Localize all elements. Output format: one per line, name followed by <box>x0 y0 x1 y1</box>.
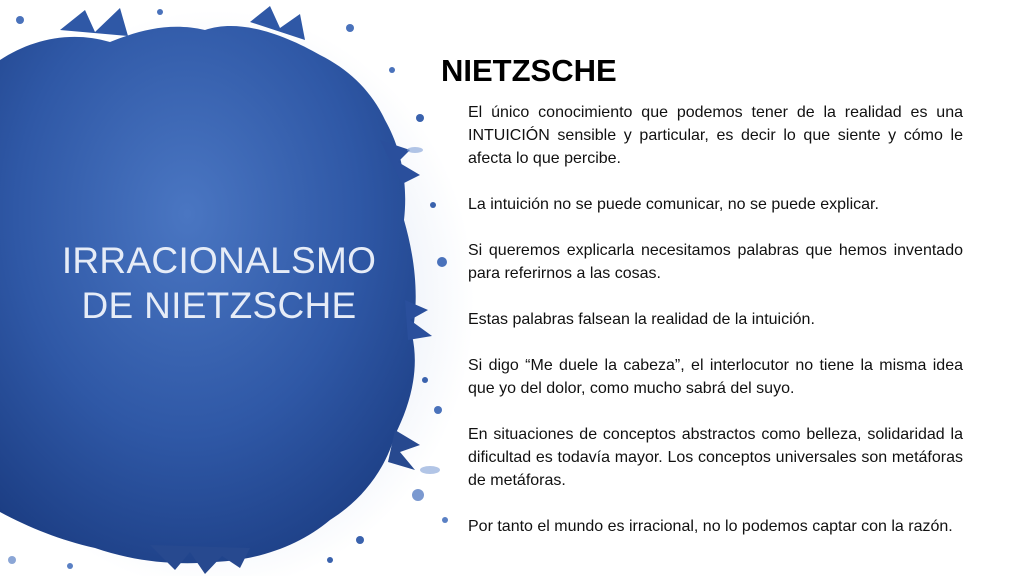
paragraph: Por tanto el mundo es irracional, no lo podemos captar con la razón. <box>468 518 953 535</box>
paragraph: La intuición no se puede comunicar, no se puede explicar. <box>468 196 879 213</box>
slide-title-line-1: IRRACIONALSMO <box>61 240 377 281</box>
paragraph: El único conocimiento que podemos tener de la realidad es una INTUICIÓN sensible y particular, es decir lo que siente y cómo le afecta lo que percibe. <box>468 104 963 167</box>
paragraph: En situaciones de conceptos abstractos como belleza, solidaridad la dificultad es todavía mayor. Los conceptos universales son metáforas de metáforas. <box>468 426 963 489</box>
paragraph: Si queremos explicarla necesitamos palabras que hemos inventado para referirnos a las cosas. <box>468 242 963 282</box>
paragraph: Si digo “Me duele la cabeza”, el interlocutor no tiene la misma idea que yo del dolor, como mucho sabrá del suyo. <box>468 357 963 397</box>
slide-title <box>60 238 378 328</box>
slide-title-line-2: DE NIETZSCHE <box>81 285 357 326</box>
content-body <box>468 101 963 538</box>
paragraph: Estas palabras falsean la realidad de la intuición. <box>468 311 815 328</box>
content-heading: NIETZSCHE <box>441 53 617 88</box>
